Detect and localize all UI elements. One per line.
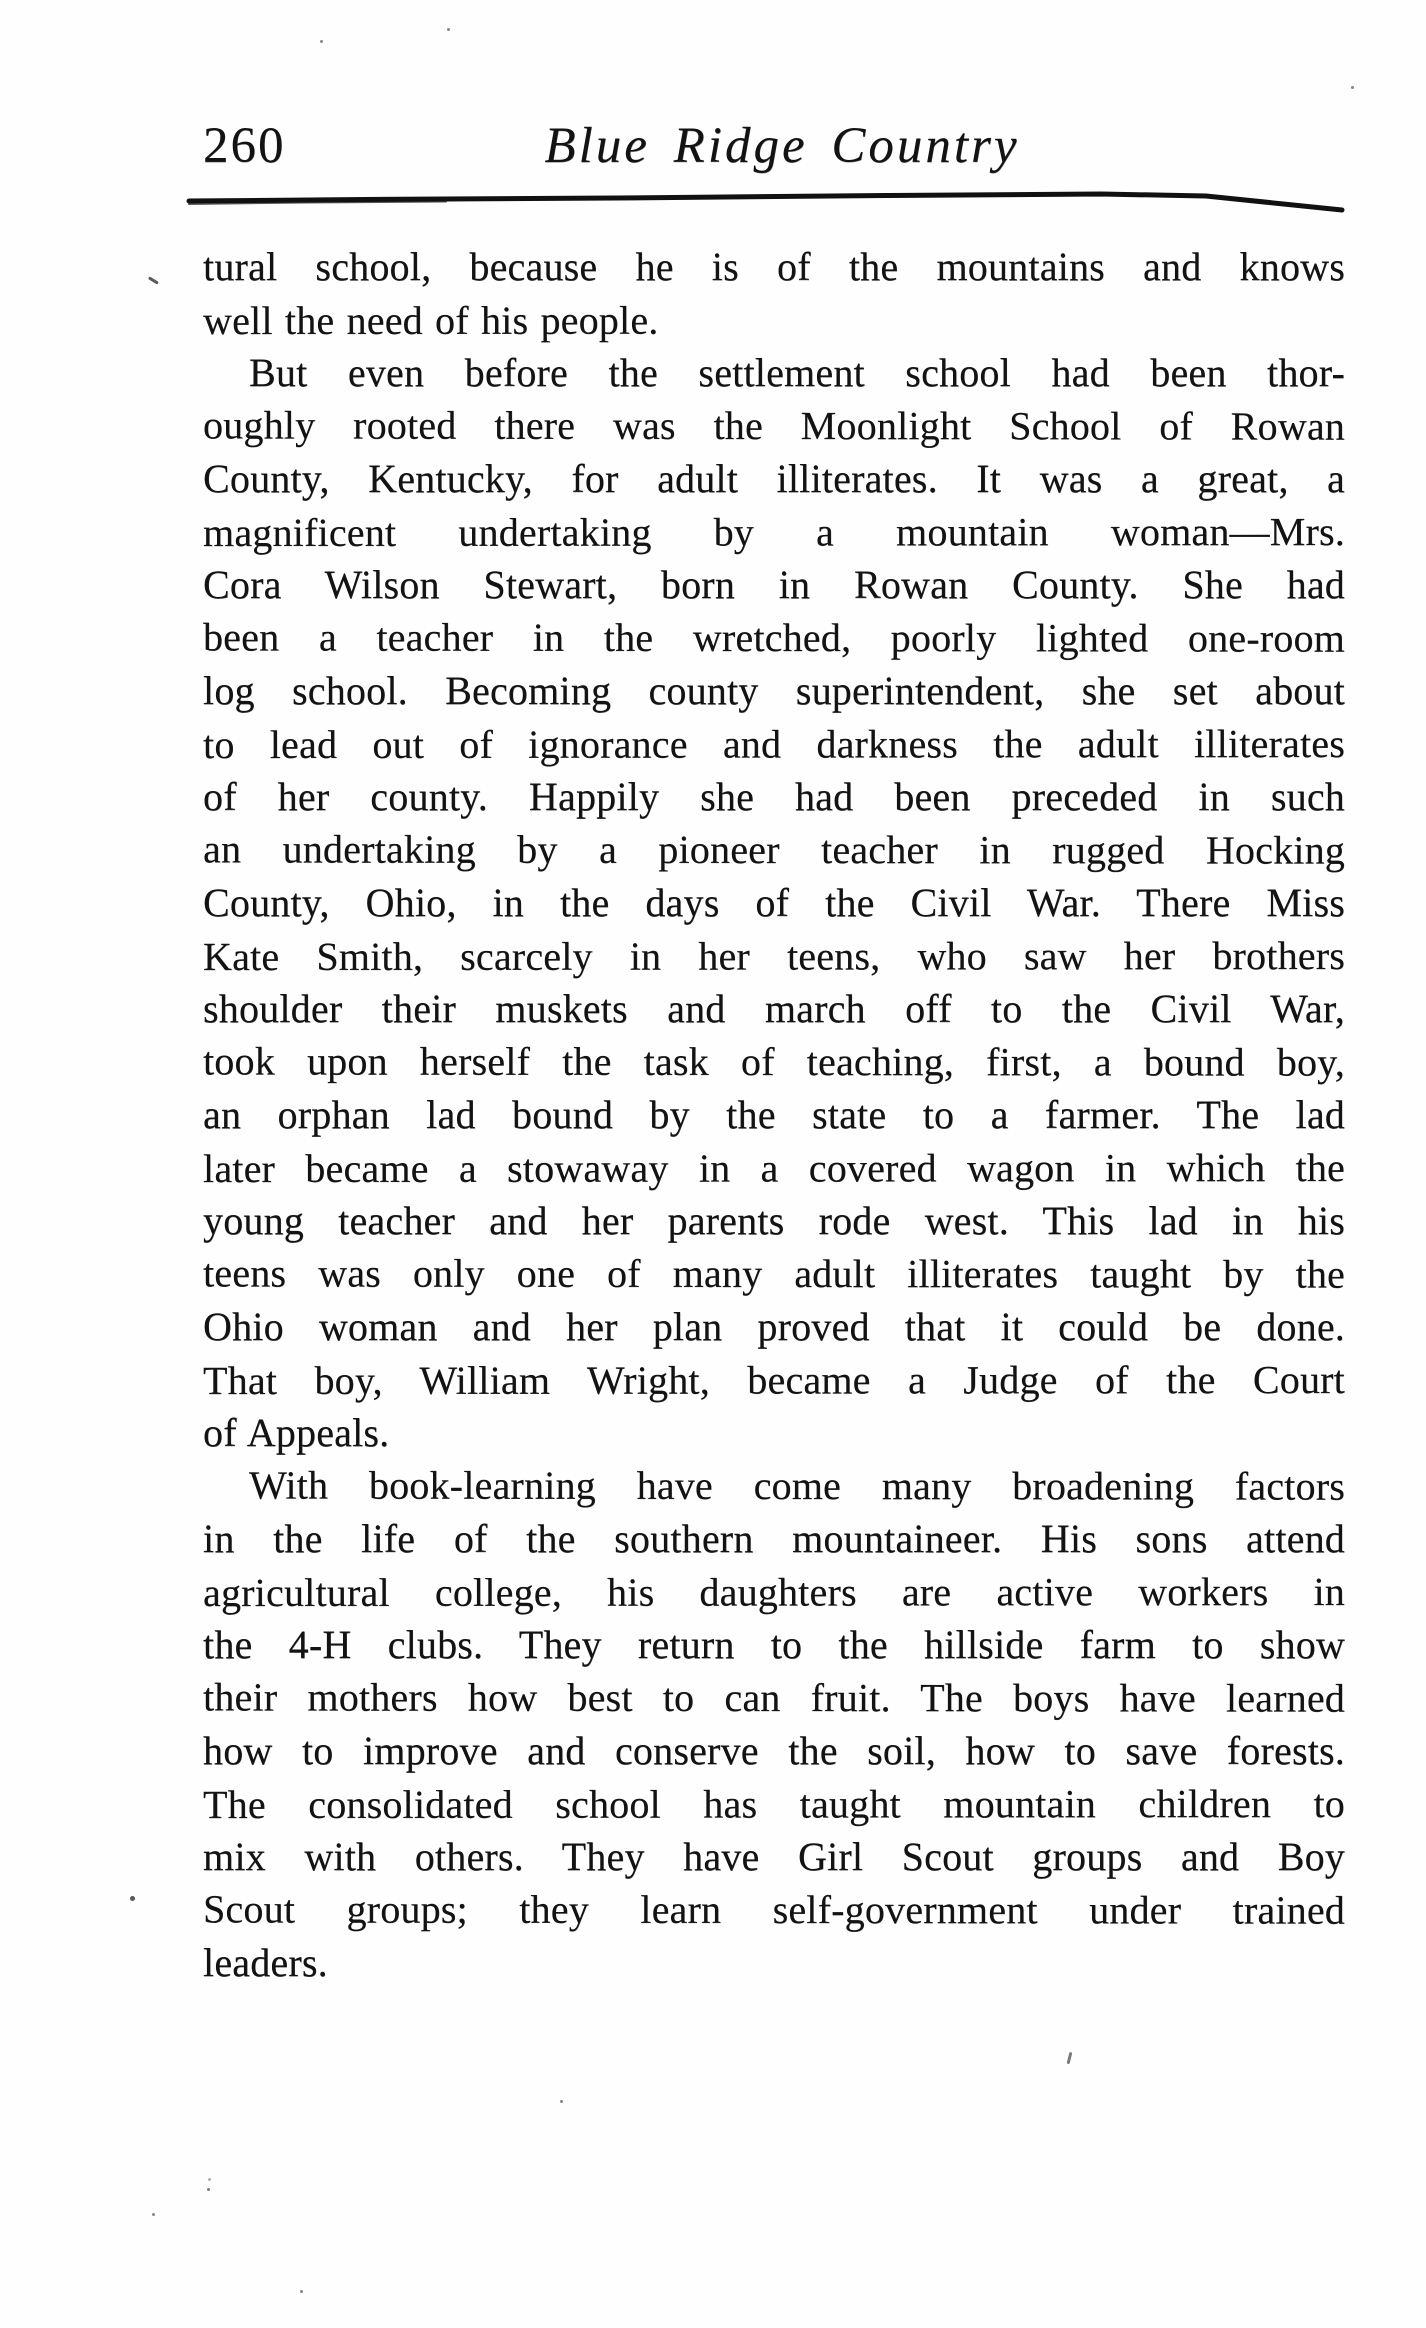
scan-speck — [320, 40, 323, 43]
scan-speck — [447, 28, 450, 31]
scan-speck — [560, 2100, 563, 2103]
page-number: 260 — [203, 118, 286, 174]
scan-speck — [1067, 2052, 1072, 2064]
text-line: Ohio woman and her plan proved that it could be done. — [203, 1304, 1345, 1349]
text-line: magnificent undertaking by a mountain woman—Mrs. — [202, 509, 1346, 555]
text-line: With book-learning have come many broadening factors — [248, 1462, 1346, 1509]
running-header — [203, 118, 1345, 174]
text-line: young teacher and her parents rode west. This lad in his — [203, 1198, 1345, 1243]
text-line: Scout groups; they learn self-government under trained — [202, 1886, 1346, 1933]
scan-speck — [152, 2213, 155, 2216]
text-line: County, Ohio, in the days of the Civil War. There Miss — [203, 880, 1345, 925]
scan-speck — [148, 276, 159, 284]
text-line: of Appeals. — [203, 1410, 390, 1455]
text-line: the 4-H clubs. They return to the hillside farm to show — [203, 1622, 1345, 1667]
running-title: Blue Ridge Country — [544, 118, 1020, 174]
text-block — [203, 240, 1345, 1989]
text-line: later became a stowaway in a covered wagon in which the — [202, 1145, 1346, 1191]
text-line: agricultural college, his daughters are active workers in — [202, 1569, 1346, 1615]
text-line: oughly rooted there was the Moonlight School of Rowan — [202, 402, 1346, 449]
text-line: leaders. — [203, 1940, 328, 1985]
text-line: shoulder their muskets and march off to the Civil War, — [203, 986, 1345, 1031]
text-line: an orphan lad bound by the state to a farmer. The lad — [203, 1092, 1345, 1137]
text-line: of her county. Happily she had been preceded in such — [203, 774, 1345, 819]
text-line: The consolidated school has taught mountain children to — [202, 1781, 1346, 1827]
text-line: County, Kentucky, for adult illiterates. It was a great, a — [203, 456, 1345, 501]
header-rule — [186, 184, 1396, 224]
text-line: Cora Wilson Stewart, born in Rowan County. She had — [203, 562, 1345, 607]
text-line: how to improve and conserve the soil, how to save forests. — [203, 1728, 1345, 1773]
text-line: in the life of the southern mountaineer. His sons attend — [203, 1516, 1345, 1561]
text-line: Kate Smith, scarcely in her teens, who saw her brothers — [202, 933, 1346, 979]
text-line: mix with others. They have Girl Scout groups and Boy — [203, 1834, 1345, 1879]
text-line: well the need of his people. — [202, 297, 659, 343]
scan-speck — [207, 2188, 210, 2191]
text-line: teens was only one of many adult illiterates taught by the — [202, 1250, 1346, 1297]
scan-speck — [1351, 86, 1354, 89]
text-line: took upon herself the task of teaching, first, a bound boy, — [202, 1038, 1346, 1085]
text-line: their mothers how best to can fruit. The boys have learned — [202, 1674, 1346, 1721]
text-line: to lead out of ignorance and darkness the adult illiterates — [202, 721, 1346, 767]
text-line: But even before the settlement school had been thor- — [249, 350, 1345, 395]
text-line: an undertaking by a pioneer teacher in rugged Hocking — [202, 826, 1346, 873]
text-line: tural school, because he is of the mountains and knows — [203, 244, 1345, 289]
scan-speck — [130, 1896, 135, 1901]
scan-speck — [300, 2290, 303, 2293]
text-line: That boy, William Wright, became a Judge of the Court — [202, 1357, 1346, 1403]
text-line: log school. Becoming county superintendent, she set about — [203, 668, 1345, 713]
text-line: been a teacher in the wretched, poorly lighted one-room — [202, 614, 1346, 661]
